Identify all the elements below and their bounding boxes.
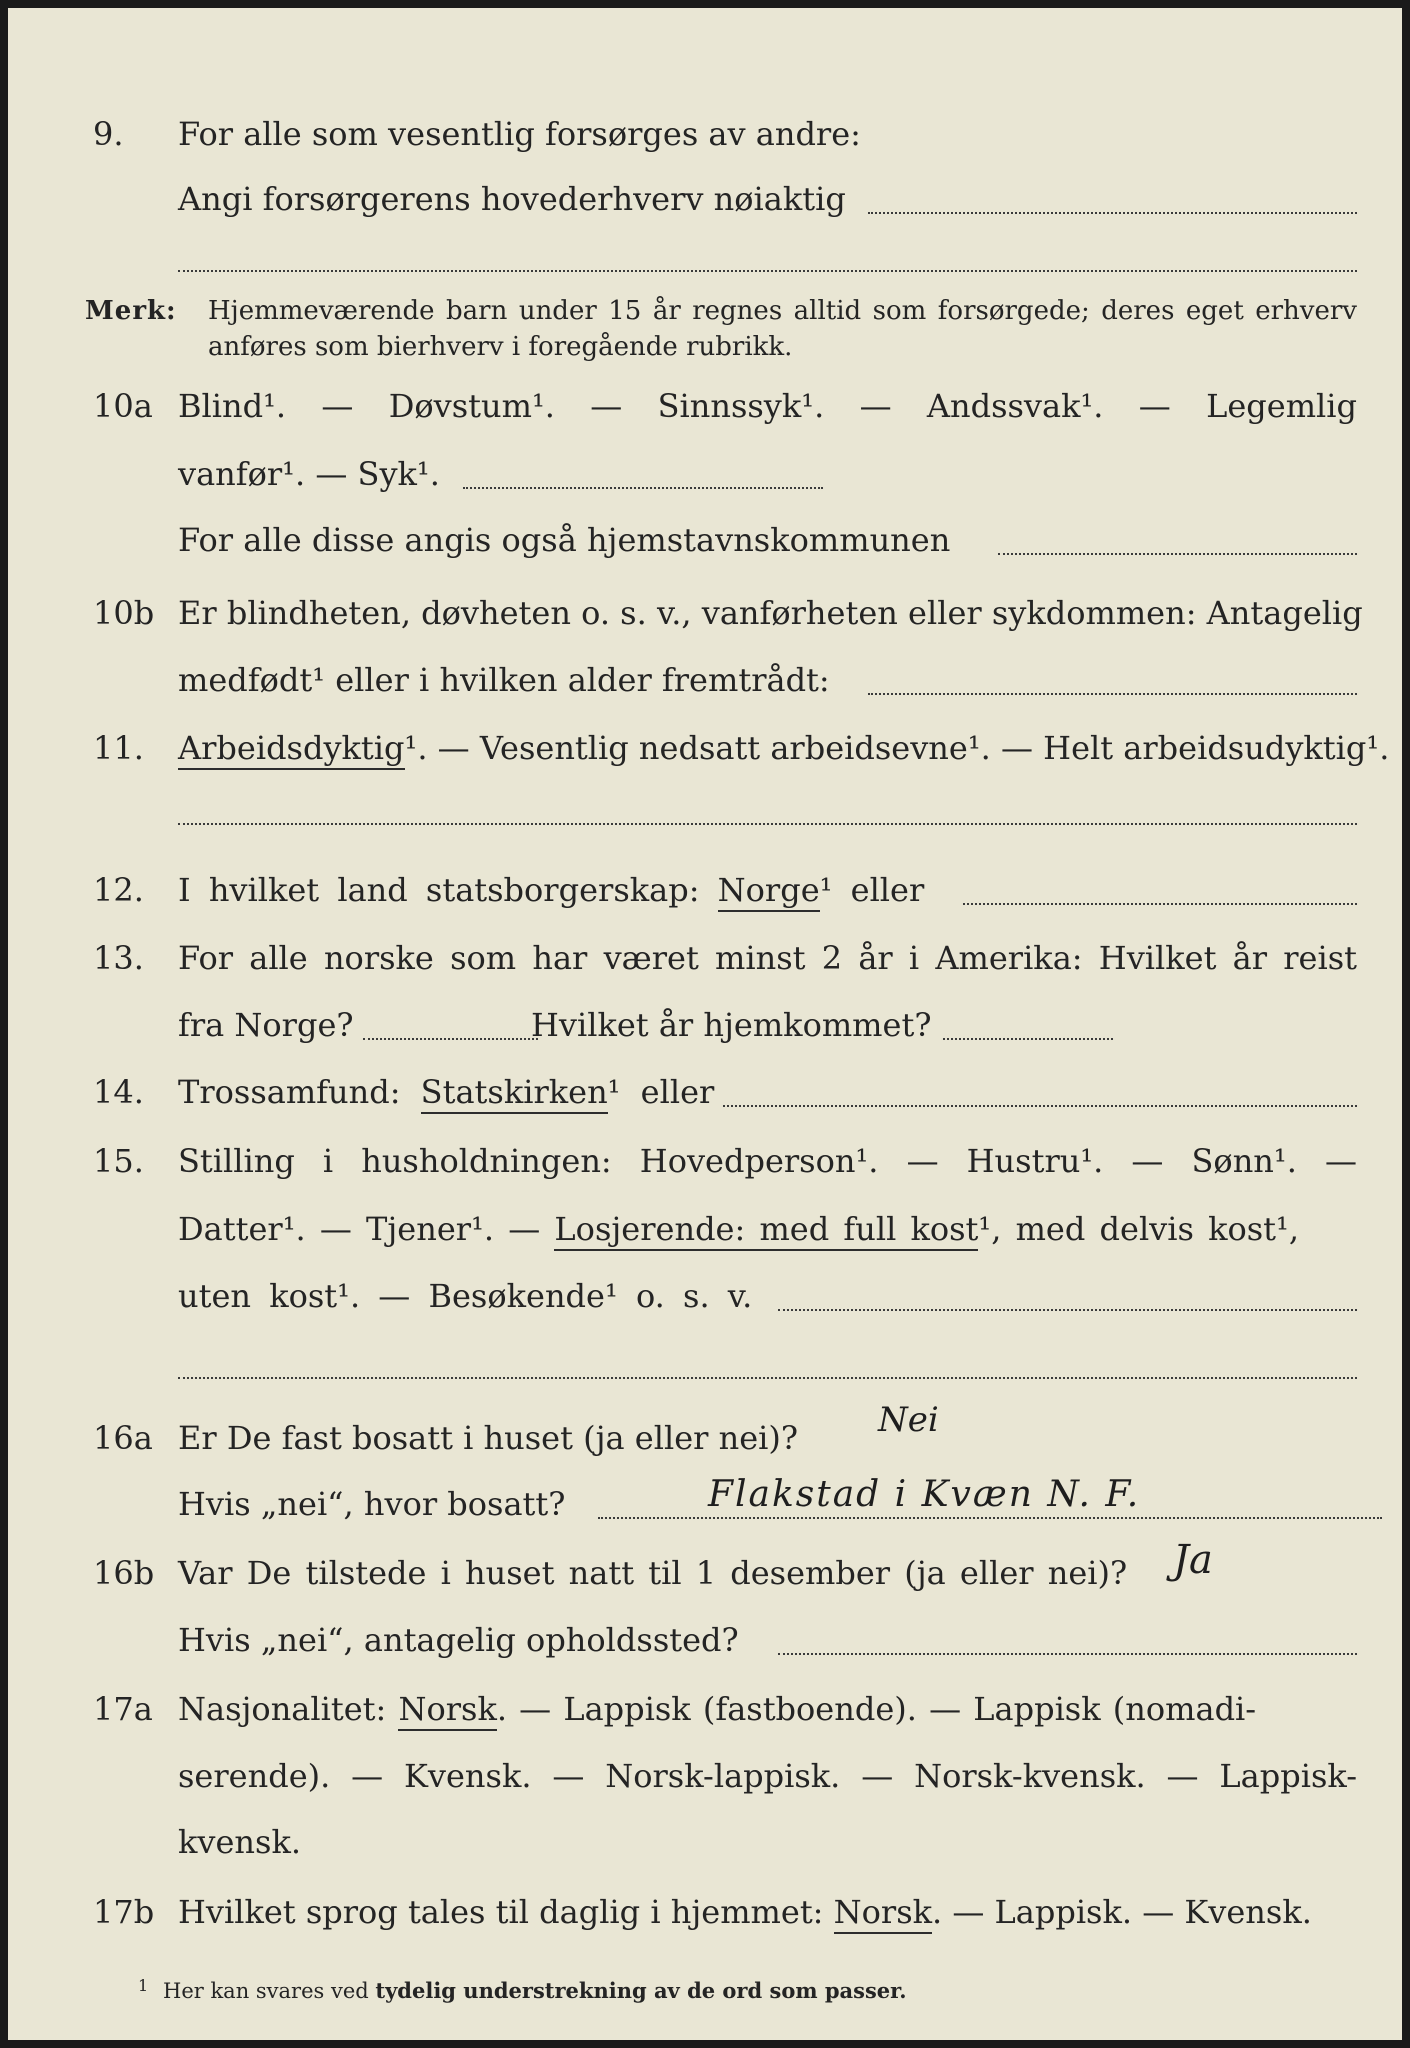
q15-number: 15. xyxy=(93,1142,144,1180)
q10b-number: 10b xyxy=(93,594,155,632)
q14-number: 14. xyxy=(93,1073,144,1111)
q14-prefix: Trossamfund: xyxy=(178,1073,401,1111)
q16a-text-2: Hvis „nei“, hvor bosatt? xyxy=(178,1485,566,1523)
q16b-row xyxy=(8,1537,1402,1593)
census-form-page xyxy=(8,8,1402,2040)
q10a-row-3 xyxy=(8,520,1402,560)
q14-answer-line[interactable] xyxy=(723,1105,1357,1107)
q15-row-2 xyxy=(8,1209,1402,1249)
q9-answer-line-2[interactable] xyxy=(178,270,1357,272)
q13-row xyxy=(8,938,1402,978)
footnote-text xyxy=(163,1976,907,2006)
q16a-handwritten-answer-2: Flakstad i Kvæn N. F. xyxy=(708,1474,1141,1515)
q9-answer-line[interactable] xyxy=(868,212,1357,214)
q13-text-2a: fra Norge? xyxy=(178,1006,354,1044)
q10a-answer-line[interactable] xyxy=(463,487,823,489)
q11-answer-line[interactable] xyxy=(178,823,1357,825)
q13-text-1: For alle norske som har været minst 2 år i Amerika: Hvilket år reist xyxy=(178,939,1357,977)
q10a-text-2: vanfør¹. — Syk¹. xyxy=(178,455,440,493)
q9-row xyxy=(8,114,1402,154)
q12-underlined-option: Norge xyxy=(718,871,820,912)
q15-text-2 xyxy=(178,1209,1299,1249)
q17a-text-1 xyxy=(178,1689,1256,1729)
q17a-row-3 xyxy=(8,1822,1402,1862)
q17a-text-3: kvensk. xyxy=(178,1823,301,1861)
q10a-row-2 xyxy=(8,454,1402,494)
q13-text-2b: Hvilket år hjemkommet? xyxy=(531,1006,932,1044)
q10a-text-3: For alle disse angis også hjemstavnskommunen xyxy=(178,521,951,559)
q12-answer-line[interactable] xyxy=(963,903,1357,905)
q16b-number: 16b xyxy=(93,1554,155,1592)
q17a-rest: . — Lappisk (fastboende). — Lappisk (nomadi- xyxy=(496,1690,1257,1728)
merk-label: Merk: xyxy=(85,296,177,326)
q15-answer-line-2[interactable] xyxy=(178,1377,1357,1379)
q10b-text-1: Er blindheten, døvheten o. s. v., vanførheten eller sykdommen: Antagelig xyxy=(178,594,1363,632)
q14-text xyxy=(178,1072,714,1112)
q11-number: 11. xyxy=(93,729,144,767)
footnote-text-bold: tydelig understrekning av de ord som passer. xyxy=(375,1978,907,2003)
q10b-answer-line[interactable] xyxy=(868,693,1357,695)
q11-text xyxy=(178,728,1389,768)
q12-row xyxy=(8,870,1402,910)
q13-departure-answer-line[interactable] xyxy=(363,1038,538,1040)
q17b-row xyxy=(8,1892,1402,1932)
q15-answer-line[interactable] xyxy=(778,1309,1357,1311)
q11-rest: ¹. — Vesentlig nedsatt arbeidsevne¹. — Helt arbeidsudyktig¹. xyxy=(404,729,1390,767)
footnote-mark: 1 xyxy=(138,1976,149,1995)
q14-underlined-option: Statskirken xyxy=(421,1073,608,1114)
q17b-text xyxy=(178,1892,1312,1932)
q9-text: For alle som vesentlig forsørges av andre: xyxy=(178,115,861,153)
q14-suffix: ¹ eller xyxy=(607,1073,715,1111)
q16a-row xyxy=(8,1400,1402,1458)
q10b-row-2 xyxy=(8,660,1402,700)
q17a-row-2 xyxy=(8,1756,1402,1796)
q16a-number: 16a xyxy=(93,1419,153,1457)
merk-note xyxy=(8,293,1402,363)
q10b-text-2: medfødt¹ eller i hvilken alder fremtrådt: xyxy=(178,661,830,699)
q11-row xyxy=(8,728,1402,768)
q10a-text-1: Blind¹. — Døvstum¹. — Sinnssyk¹. — Andssvak¹. — Legemlig xyxy=(178,387,1357,425)
q15-text-2a: Datter¹. — Tjener¹. — xyxy=(178,1210,541,1248)
q9-text-2: Angi forsørgerens hovederhverv nøiaktig xyxy=(178,180,846,218)
q12-number: 12. xyxy=(93,871,144,909)
q16b-text-1: Var De tilstede i huset natt til 1 desember (ja eller nei)? xyxy=(178,1554,1128,1592)
q17a-prefix: Nasjonalitet: xyxy=(178,1690,387,1728)
q15-underlined-option: Losjerende: med full kost xyxy=(554,1210,978,1251)
q13-return-answer-line[interactable] xyxy=(943,1038,1113,1040)
q9-row-2 xyxy=(8,179,1402,219)
q16a-handwritten-answer-1: Nei xyxy=(878,1400,939,1440)
q16a-text-1: Er De fast bosatt i huset (ja eller nei)? xyxy=(178,1419,799,1457)
q14-row xyxy=(8,1072,1402,1112)
q12-prefix: I hvilket land statsborgerskap: xyxy=(178,871,700,909)
q13-number: 13. xyxy=(93,939,144,977)
q9-number: 9. xyxy=(93,115,124,153)
merk-text-1: Hjemmeværende barn under 15 år regnes alltid som forsørgede; deres eget erhverv xyxy=(208,296,1357,326)
footnote-text-plain: Her kan svares ved xyxy=(163,1979,369,2003)
q17b-suffix: . — Lappisk. — Kvensk. xyxy=(932,1893,1312,1931)
q16a-answer-line[interactable] xyxy=(598,1517,1382,1519)
q17a-underlined-option: Norsk xyxy=(398,1690,496,1731)
q12-text xyxy=(178,870,924,910)
q15-row xyxy=(8,1141,1402,1181)
q17a-number: 17a xyxy=(93,1690,153,1728)
q15-text-3: uten kost¹. — Besøkende¹ o. s. v. xyxy=(178,1277,753,1315)
q16b-text-2: Hvis „nei“, antagelig opholdssted? xyxy=(178,1621,739,1659)
q11-underlined-option: Arbeidsdyktig xyxy=(178,729,405,770)
footnote xyxy=(8,1976,1402,2006)
merk-text-2: anføres som bierhverv i foregående rubrikk. xyxy=(208,332,793,362)
q16b-row-2 xyxy=(8,1620,1402,1660)
q17a-row xyxy=(8,1689,1402,1729)
q13-row-2 xyxy=(8,1005,1402,1045)
q15-row-3 xyxy=(8,1276,1402,1316)
q16b-handwritten-answer: Ja xyxy=(1173,1537,1213,1583)
q16a-row-2 xyxy=(8,1474,1402,1524)
q12-suffix: ¹ eller xyxy=(819,871,925,909)
q17a-text-2: serende). — Kvensk. — Norsk-lappisk. — Norsk-kvensk. — Lappisk- xyxy=(178,1757,1357,1795)
q10a-home-answer-line[interactable] xyxy=(998,553,1357,555)
q17b-prefix: Hvilket sprog tales til daglig i hjemmet: xyxy=(178,1893,824,1931)
q15-text-1: Stilling i husholdningen: Hovedperson¹. — Hustru¹. — Sønn¹. — xyxy=(178,1142,1357,1180)
q10b-row xyxy=(8,593,1402,633)
q10a-number: 10a xyxy=(93,387,153,425)
q17b-number: 17b xyxy=(93,1893,155,1931)
q15-text-2b: ¹, med delvis kost¹, xyxy=(978,1210,1300,1248)
q16b-answer-line[interactable] xyxy=(778,1653,1357,1655)
q10a-row xyxy=(8,386,1402,426)
q17b-underlined-option: Norsk xyxy=(834,1893,932,1934)
